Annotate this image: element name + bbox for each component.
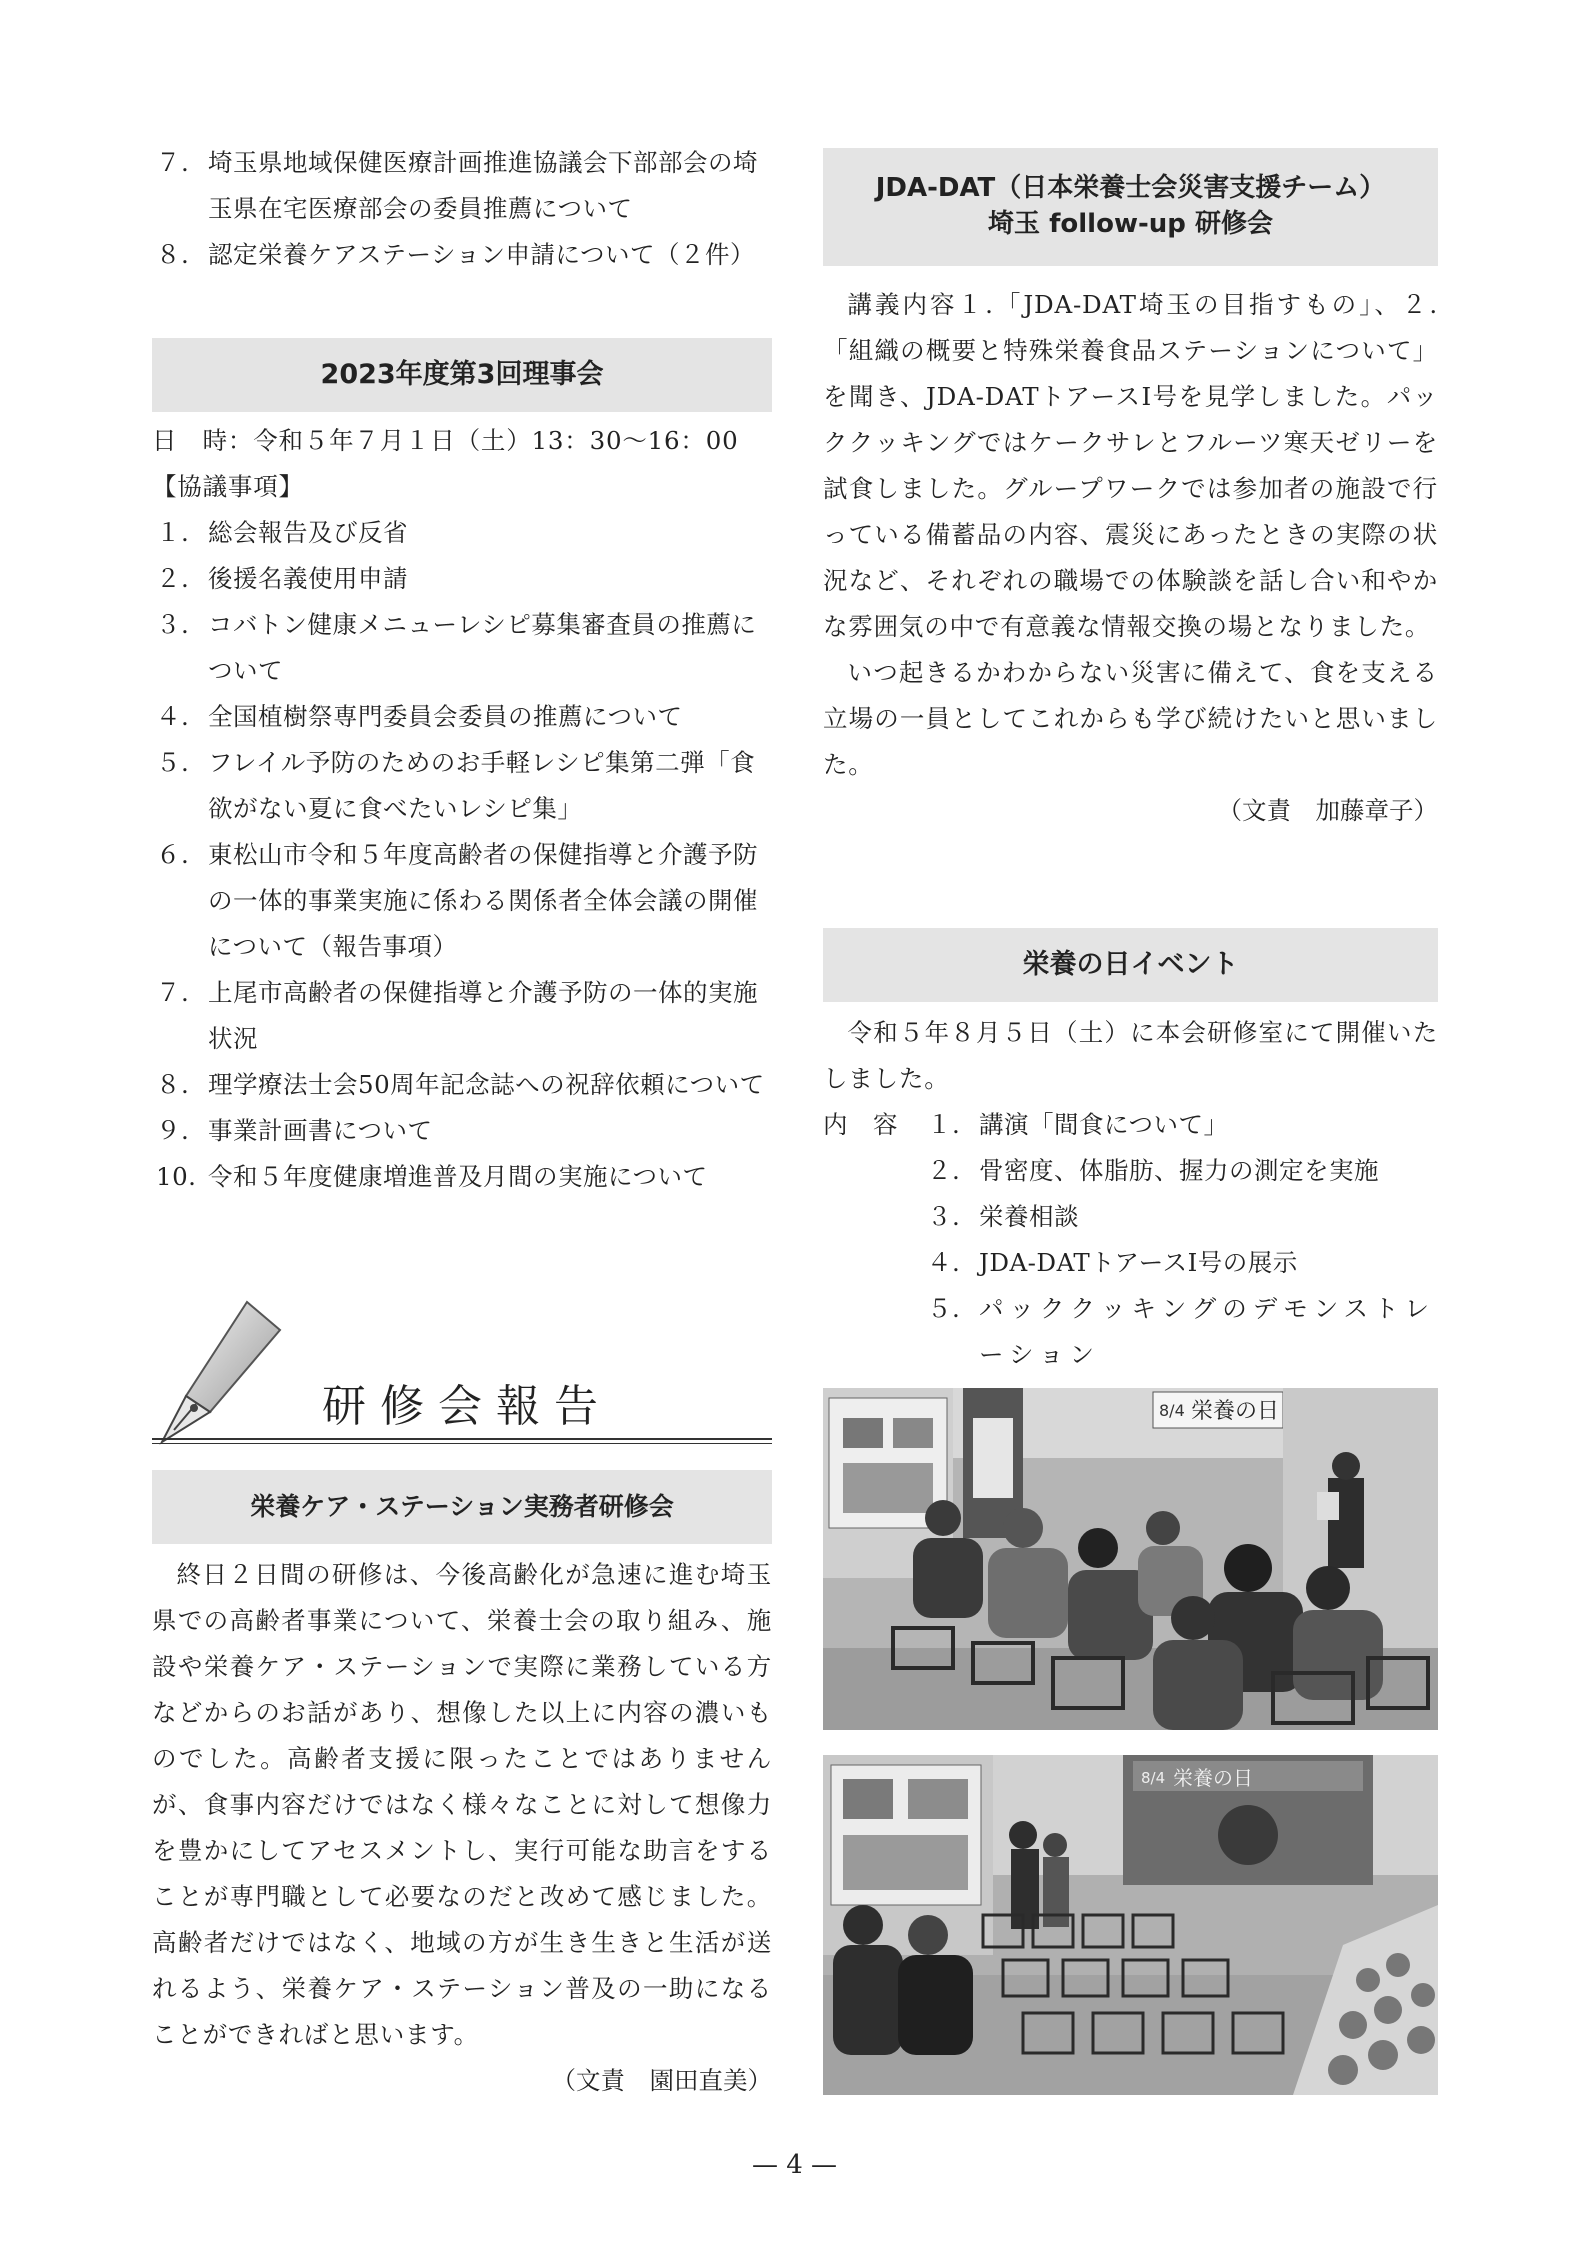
list-item: ６. 東松山市令和５年度高齢者の保健指導と介護予防の一体的事業実施に係わる関係者全体会議の開催について（報告事項） [156,840,758,961]
photo1-banner-text: 栄養の日 [1191,1399,1280,1424]
care-station-signature: （文責 園田直美） [551,2066,772,2095]
jda-dat-paragraph-2: いつ起きるかわからない災害に備えて、食を支える立場の一員としてこれからも学び続けたいと思いました。 [823,658,1438,779]
jda-dat-title-line1: JDA-DAT（日本栄養士会災害支援チーム） [875,173,1386,203]
care-station-heading: 栄養ケア・ステーション実務者研修会 [152,1470,772,1544]
training-report-banner [152,1300,772,1450]
jda-dat-paragraph-1: 講義内容１.「JDA-DAT埼玉の目指すもの」、２.「組織の概要と特殊栄養食品ステーションについて」を聞き、JDA-DATトアースⅠ号を見学しました。パッククッキングではケークサレとフルーツ寒天ゼリーを試食しました。グループワークでは参加者の施設で行っている備蓄品の内容、震災にあったときの実際の状況など、それぞれの職場での体験談を話し合い和やかな雰囲気の中で有意義な情報交換の場となりました。 [823,290,1438,641]
event-photo-display [823,1755,1438,2095]
jda-dat-heading [823,148,1438,266]
event-photo-lecture [823,1388,1438,1730]
list-item: 10. 令和５年度健康増進普及月間の実施について [156,1162,708,1191]
photo2-banner-text: 栄養の日 [1173,1766,1253,1790]
continued-agenda-list [152,140,772,278]
jda-dat-body [823,282,1438,834]
event-photo-lecture-image [823,1388,1438,1730]
nutrition-day-heading: 栄養の日イベント [823,928,1438,1002]
list-item: １. 講演「間食について」 [927,1110,1229,1139]
list-item: ４. 全国植樹祭専門委員会委員の推薦について [156,702,683,731]
agenda-list [152,510,772,1200]
banner-underline [152,1438,772,1444]
list-item: ２. 骨密度、体脂肪、握力の測定を実施 [927,1156,1379,1185]
photo1-banner-date: 8/4 [1159,1401,1185,1420]
page-number: — 4 — [751,2150,838,2180]
list-item: ７. 上尾市高齢者の保健指導と介護予防の一体的実施状況 [156,978,758,1053]
event-photo-display-image [823,1755,1438,2095]
board-meeting-body [152,418,772,1200]
list-item: ５. フレイル予防のためのお手軽レシピ集第二弾「食欲がない夏に食べたいレシピ集」 [156,748,756,823]
list-item: ７. 埼玉県地域保健医療計画推進協議会下部部会の埼玉県在宅医療部会の委員推薦について [156,148,758,223]
care-station-body [152,1552,772,2104]
list-item: ５. パッククッキングのデモンストレーション [927,1294,1436,1369]
nutrition-day-body [823,1010,1438,1378]
list-item: ９. 事業計画書について [156,1116,433,1145]
section-title: 研修会報告 [322,1381,612,1432]
content-label: 内 容 [823,1110,898,1139]
list-item: ４. JDA-DATトアースⅠ号の展示 [927,1248,1298,1277]
fountain-pen-nib-icon [152,1300,302,1450]
photo2-banner-date: 8/4 [1141,1769,1166,1787]
board-meeting-heading: 2023年度第3回理事会 [152,338,772,412]
list-item: ８. 理学療法士会50周年記念誌への祝辞依頼について [156,1070,765,1099]
list-item: ２. 後援名義使用申請 [156,564,408,593]
nutrition-day-intro: 令和５年８月５日（土）に本会研修室にて開催いたしました。 [823,1018,1438,1093]
agenda-label: 【協議事項】 [152,472,304,501]
jda-dat-signature: （文責 加藤章子） [1217,796,1438,825]
nutrition-day-content [823,1102,1438,1378]
care-station-text: 終日２日間の研修は、今後高齢化が急速に進む埼玉県での高齢者事業について、栄養士会の取り組み、施設や栄養ケア・ステーションで実際に業務している方などからのお話があり、想像した以上に内容の濃いものでした。高齢者支援に限ったことではありませんが、食事内容だけではなく様々なことに対して想像力を豊かにしてアセスメントし、実行可能な助言をすることが専門職として必要なのだと改めて感じました。高齢者だけではなく、地域の方が生き生きと生活が送れるよう、栄養ケア・ステーション普及の一助になることができればと思います。 [152,1560,772,2049]
list-item: ３. コバトン健康メニューレシピ募集審査員の推薦について [156,610,757,685]
list-item: １. 総会報告及び反省 [156,518,408,547]
list-item: ８. 認定栄養ケアステーション申請について（２件） [156,240,756,269]
meeting-date: 日 時：令和５年７月１日（土）13：30〜16：00 [152,426,739,455]
jda-dat-title-line2: 埼玉 follow-up 研修会 [988,209,1273,239]
event-program-list [923,1102,1438,1378]
list-item: ３. 栄養相談 [927,1202,1079,1231]
